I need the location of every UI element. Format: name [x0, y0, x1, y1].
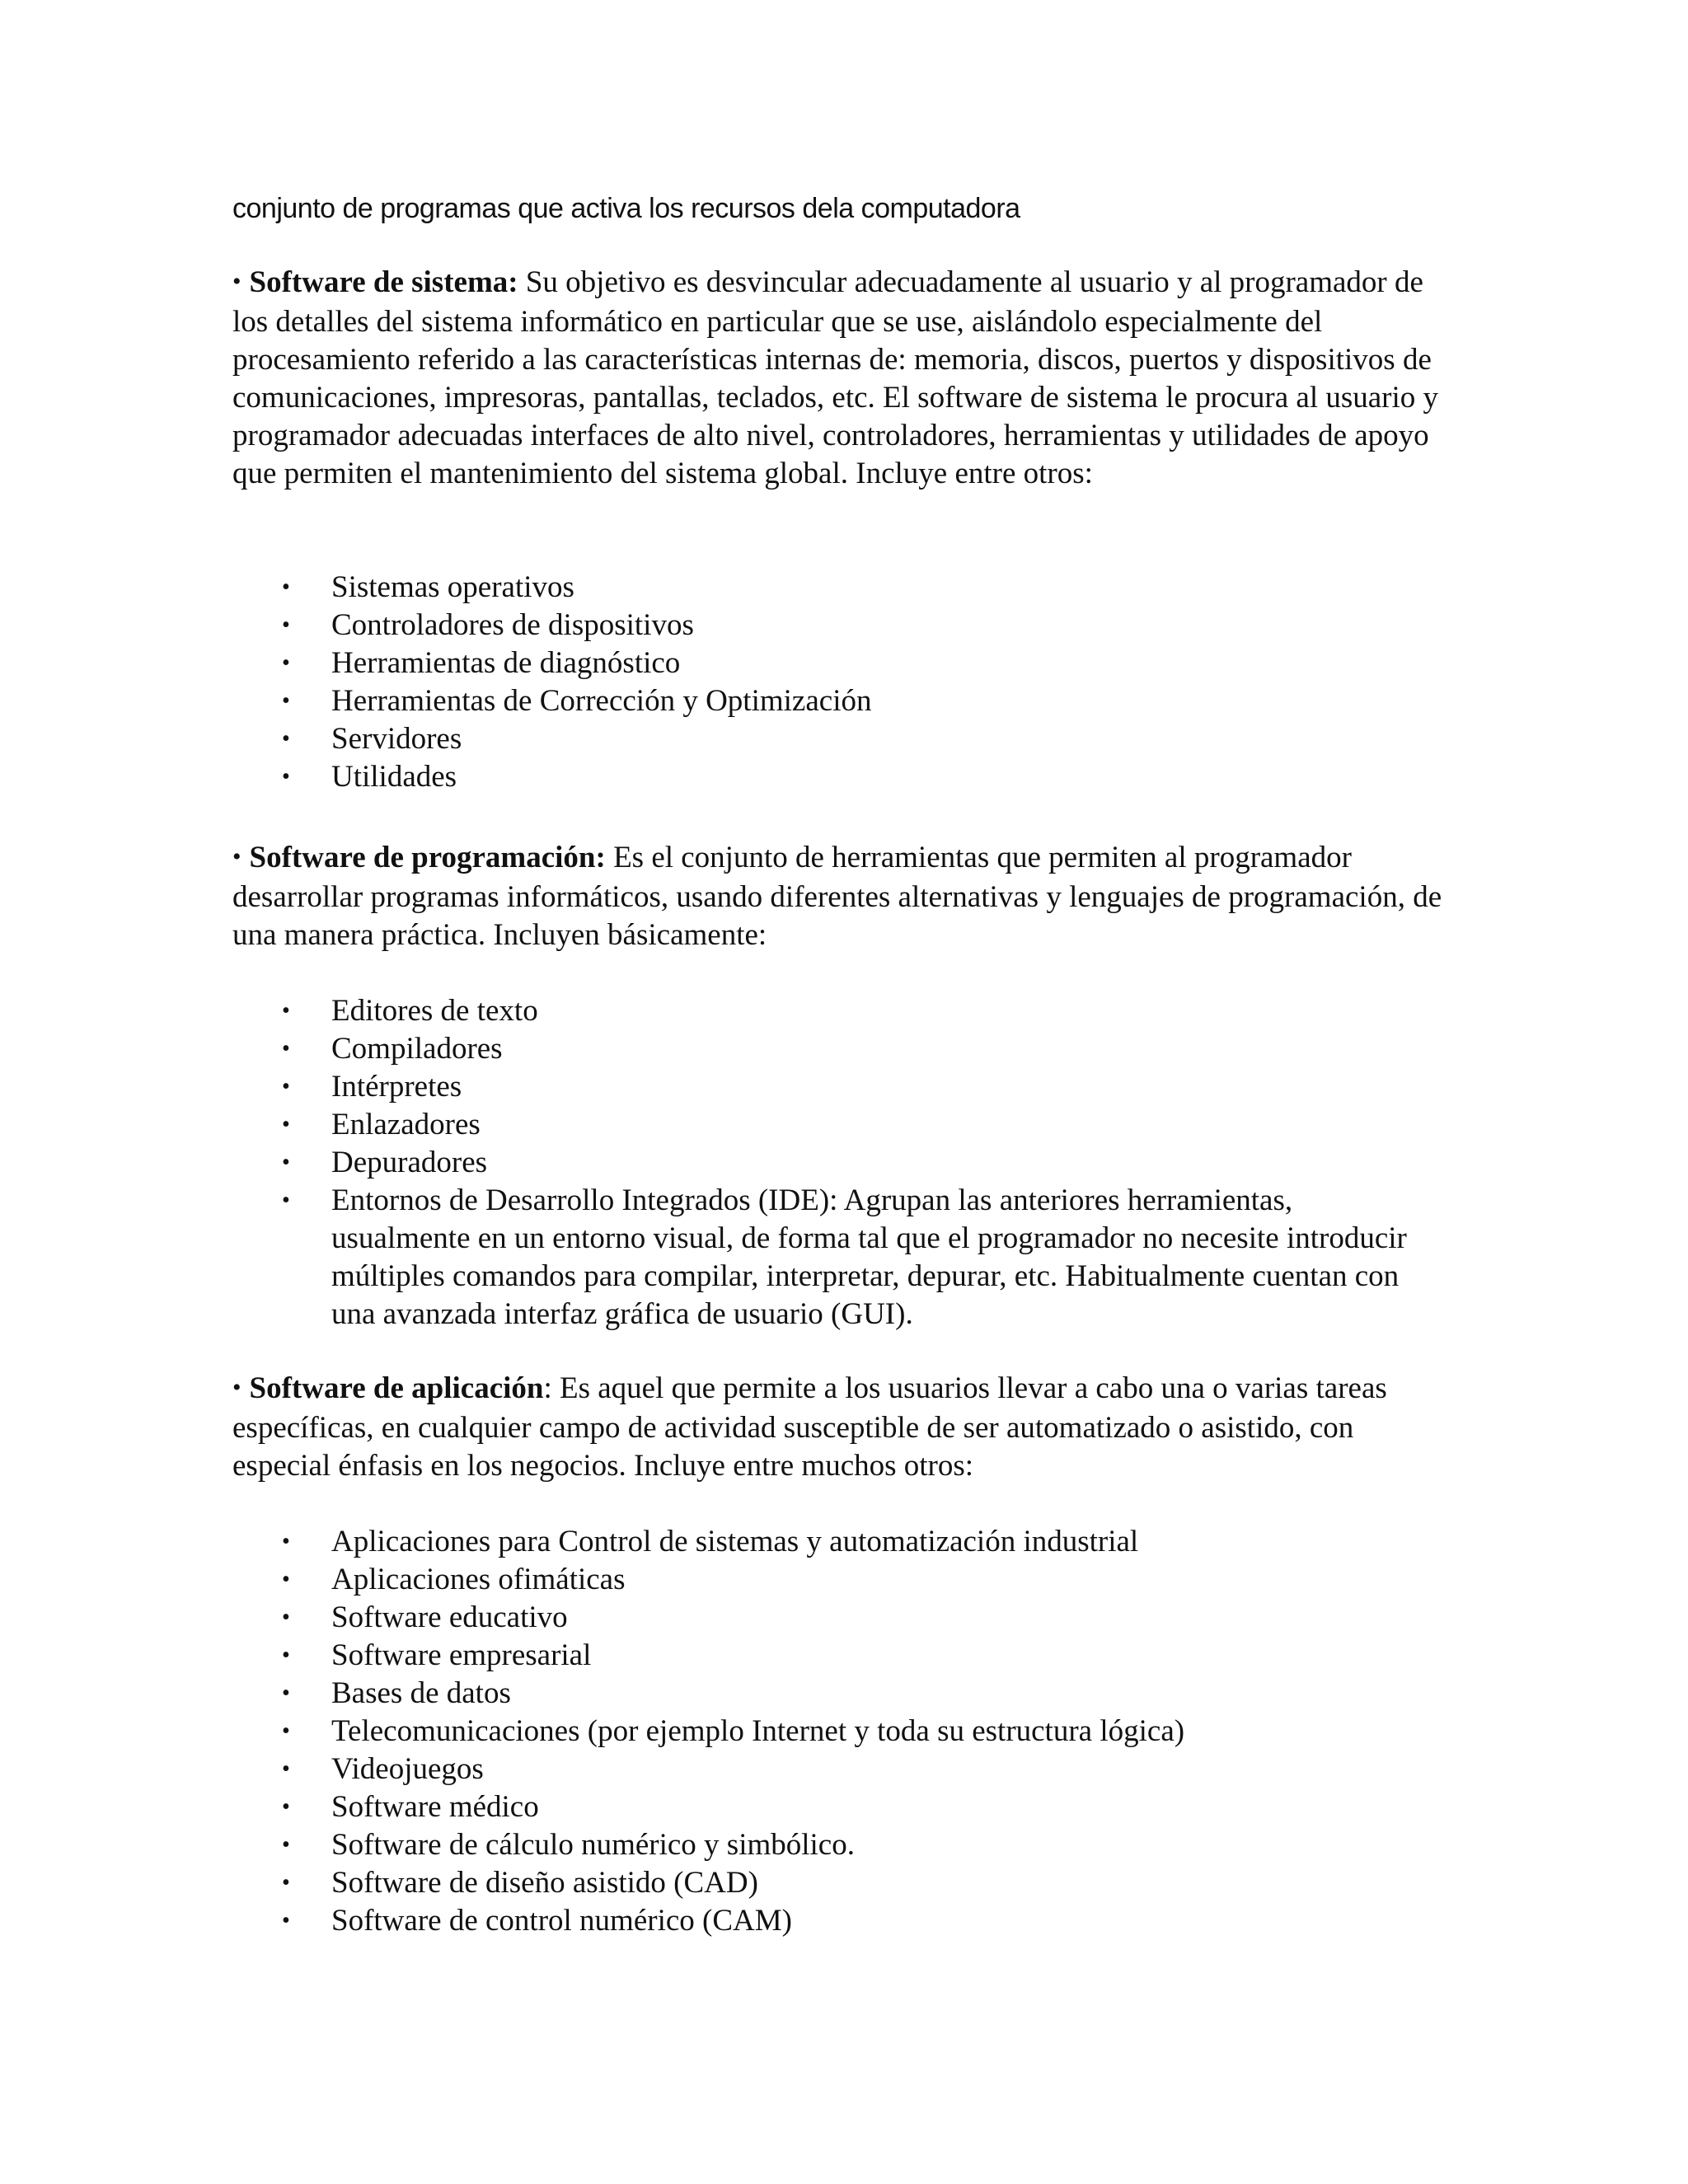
list-software-programacion: [282, 992, 1436, 1333]
list-item: • Intérpretes: [282, 1068, 1436, 1106]
list-item: • Telecomunicaciones (por ejemplo Internet y toda su estructura lógica): [282, 1713, 1436, 1750]
list-item: • Bases de datos: [282, 1675, 1436, 1713]
bullet-icon: •: [282, 1756, 290, 1782]
list-item: • Software de cálculo numérico y simbólico.: [282, 1826, 1436, 1864]
bullet-icon: •: [282, 1112, 290, 1137]
bullet-icon: •: [282, 1680, 290, 1706]
list-item: • Aplicaciones para Control de sistemas y automatización industrial: [282, 1523, 1436, 1561]
list-item: • Compiladores: [282, 1030, 1436, 1068]
list-item: • Software médico: [282, 1788, 1436, 1826]
bullet-icon: •: [282, 1794, 290, 1820]
bullet-icon: •: [232, 1374, 241, 1401]
section-software-programacion: [232, 839, 1452, 954]
intro-line: conjunto de programas que activa los recursos dela computadora: [232, 193, 1020, 224]
bullet-icon: •: [282, 1150, 290, 1175]
bullet-icon: •: [282, 1832, 290, 1858]
section-body: Es el conjunto de herramientas que permiten al programador desarrollar programas informáticos, usando diferentes alternativas y lenguajes de programación, de una manera práctica. Incluyen básicamente:: [232, 841, 1442, 952]
list-item: • Herramientas de Corrección y Optimización: [282, 682, 1436, 720]
bullet-icon: •: [282, 688, 290, 714]
bullet-icon: •: [282, 726, 290, 752]
bullet-icon: •: [282, 1605, 290, 1630]
bullet-icon: •: [282, 1188, 290, 1213]
list-item: • Servidores: [282, 720, 1436, 758]
list-item: • Videojuegos: [282, 1750, 1436, 1788]
section-body: Su objetivo es desvincular adecuadamente al usuario y al programador de los detalles del sistema informático en particular que se use, aislándolo especialmente del procesamiento referido a las características internas de: memoria, discos, puertos y dispositivos de comunicaciones, impresoras, pantallas, teclados, etc. El software de sistema le procura al usuario y programador adecuadas interfaces de alto nivel, controladores, herramientas y utilidades de apoyo que permiten el mantenimiento del sistema global. Incluye entre otros:: [232, 265, 1439, 490]
section-paragraph: [232, 1370, 1452, 1485]
list-item: • Depuradores: [282, 1144, 1436, 1182]
section-body: : Es aquel que permite a los usuarios llevar a cabo una o varias tareas específicas, en cualquier campo de actividad susceptible de ser automatizado o asistido, con especial énfasis en los negocios. Incluye entre muchos otros:: [232, 1371, 1387, 1483]
bullet-icon: •: [282, 1074, 290, 1099]
list-item: • Software educativo: [282, 1599, 1436, 1637]
section-software-sistema: [232, 264, 1452, 493]
bullet-icon: •: [282, 612, 290, 638]
list-item: • Controladores de dispositivos: [282, 607, 1436, 644]
bullet-icon: •: [282, 1529, 290, 1554]
section-heading: Software de programación:: [249, 841, 606, 874]
list-item: • Sistemas operativos: [282, 569, 1436, 607]
section-software-aplicacion: [232, 1370, 1452, 1485]
bullet-icon: •: [282, 998, 290, 1024]
section-paragraph: [232, 264, 1452, 493]
bullet-icon: •: [232, 268, 241, 295]
section-heading: Software de aplicación: [249, 1371, 544, 1405]
bullet-icon: •: [282, 574, 290, 600]
list-item: • Editores de texto: [282, 992, 1436, 1030]
section-heading: Software de sistema:: [249, 265, 518, 299]
list-item: • Software de diseño asistido (CAD): [282, 1864, 1436, 1902]
list-software-aplicacion: [282, 1523, 1436, 1940]
bullet-icon: •: [282, 1718, 290, 1744]
list-item: • Entornos de Desarrollo Integrados (IDE): Agrupan las anteriores herramientas, usualmente en un entorno visual, de forma tal que el programador no necesite introducir múltiples comandos para compilar, interpretar, depurar, etc. Habitualmente cuentan con una avanzada interfaz gráfica de usuario (GUI).: [282, 1183, 1407, 1331]
bullet-icon: •: [232, 843, 241, 870]
section-paragraph: [232, 839, 1452, 954]
bullet-icon: •: [282, 1567, 290, 1592]
bullet-icon: •: [282, 1036, 290, 1062]
bullet-icon: •: [282, 1908, 290, 1933]
bullet-icon: •: [282, 1870, 290, 1896]
bullet-icon: •: [282, 1643, 290, 1668]
list-item: • Software empresarial: [282, 1637, 1436, 1675]
list-item: • Utilidades: [282, 758, 1436, 796]
list-item: • Enlazadores: [282, 1106, 1436, 1144]
list-software-sistema: [282, 569, 1436, 796]
list-item: • Software de control numérico (CAM): [282, 1902, 1436, 1940]
bullet-icon: •: [282, 764, 290, 790]
list-item: • Herramientas de diagnóstico: [282, 644, 1436, 682]
list-item: • Aplicaciones ofimáticas: [282, 1561, 1436, 1599]
bullet-icon: •: [282, 650, 290, 676]
